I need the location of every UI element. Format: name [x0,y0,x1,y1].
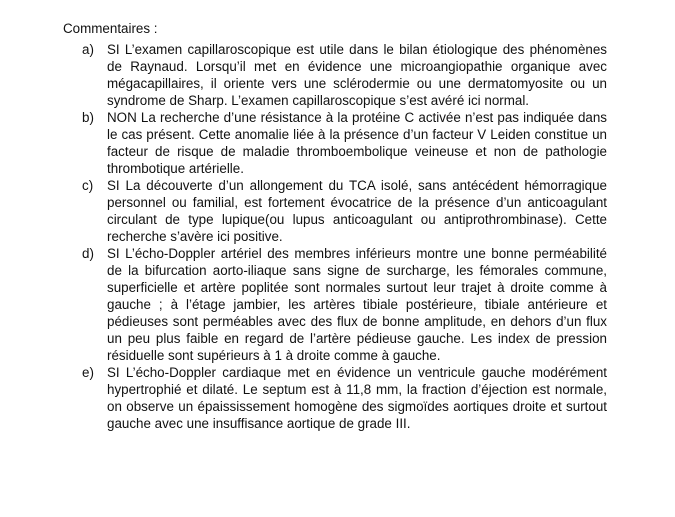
item-text: SI L’écho-Doppler artériel des membres inférieurs montre une bonne perméabilité de la bifurcation aorto-iliaque sans signe de surcharge, les fémorales commune, superficielle et artère poplitée sont normales surtout leur trajet à droite comme à gauche ; à l’étage jambier, les artères tibiale postérieure, tibiale antérieure et pédieuses sont perméables avec des flux de bonne amplitude, en dehors d’un flux un peu plus faible en regard de l’artère pédieuse gauche. Les index de pression résiduelle sont supérieurs à 1 à droite comme à gauche. [107,246,607,363]
comment-item-c [0,177,607,245]
item-marker: a) [82,42,94,57]
comment-item-b [0,109,607,177]
item-text: SI L’écho-Doppler cardiaque met en évidence un ventricule gauche modérément hypertrophié et dilaté. Le septum est à 11,8 mm, la fraction d’éjection est normale, on observe un épaississement homogène des sigmoïdes aortiques droite et surtout gauche avec une insuffisance aortique de grade III. [107,365,607,431]
item-text: SI La découverte d’un allongement du TCA isolé, sans antécédent hémorragique personnel ou familial, est fortement évocatrice de la présence d’un anticoagulant circulant de type lupique(ou lupus anticoagulant ou antiprothrombinase). Cette recherche s’avère ici positive. [107,178,607,244]
comments-heading: Commentaires : [63,21,158,36]
comment-item-d [0,245,607,364]
item-marker: d) [82,246,94,261]
comment-item-a [0,41,607,109]
item-text: NON La recherche d’une résistance à la protéine C activée n’est pas indiquée dans le cas présent. Cette anomalie liée à la présence d’un facteur V Leiden constitue un facteur de risque de maladie thromboembolique veineuse et non de pathologie thrombotique artérielle. [107,110,607,176]
item-marker: e) [82,365,94,380]
comments-list [0,41,607,432]
item-text: SI L’examen capillaroscopique est utile dans le bilan étiologique des phénomènes de Raynaud. Lorsqu’il met en évidence une microangiopathie organique avec mégacapillaires, il oriente vers une sclérodermie ou une dermatomyosite ou un syndrome de Sharp. L’examen capillaroscopique s’est avéré ici normal. [107,42,607,108]
comment-item-e [0,364,607,432]
item-marker: b) [82,110,94,125]
item-marker: c) [82,178,94,193]
